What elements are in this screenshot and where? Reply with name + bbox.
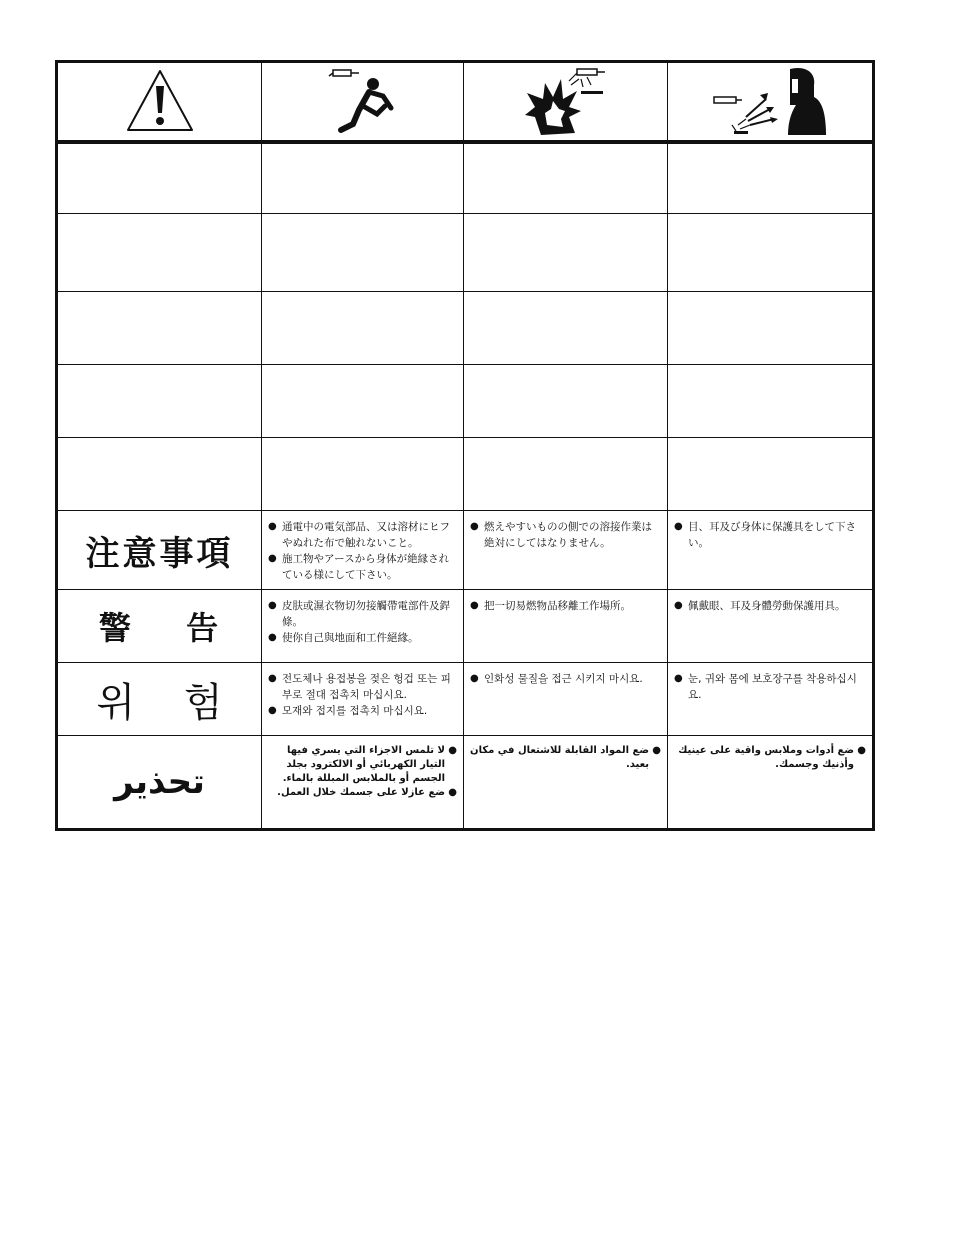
explosion-icon-cell (464, 62, 668, 142)
blank-cell (262, 365, 464, 438)
welding-icon-cell (668, 62, 874, 142)
arabic-fire-cell (464, 736, 668, 830)
list-item (470, 671, 661, 687)
blank-row (57, 142, 874, 214)
list-item-text: 皮肤或濕衣物切勿接觸帶電部件及銲條。 (282, 600, 450, 628)
list-item (268, 703, 457, 719)
bullet-icon: ● (674, 600, 683, 611)
list-item (470, 744, 661, 772)
list-item-text: لا تلمس الاجزاء التي يسري فيها التيار الكهربائي أو الالكترود بجلد الجسم أو بالملابس المبللة بالماء. (282, 745, 445, 784)
list-item-text: 전도체나 용접봉을 젖은 헝겁 또는 피부로 절대 접촉치 마십시요. (282, 673, 451, 701)
icon-row (57, 62, 874, 142)
japanese-shock-cell (262, 511, 464, 590)
bullet-list (668, 511, 872, 557)
bullet-icon: ● (448, 745, 457, 756)
list-item (268, 519, 457, 551)
bullet-list (464, 511, 667, 557)
blank-cell (464, 365, 668, 438)
bullet-icon: ● (268, 705, 277, 716)
japanese-fire-cell (464, 511, 668, 590)
list-item (268, 786, 457, 800)
bullet-icon: ● (674, 673, 683, 684)
blank-cell (668, 292, 874, 365)
bullet-list (262, 663, 463, 725)
list-item-text: 目、耳及び身体に保護具をして下さい。 (688, 521, 856, 549)
blank-cell (57, 292, 262, 365)
blank-cell (464, 142, 668, 214)
list-item (268, 551, 457, 583)
warning-triangle-icon (125, 68, 195, 134)
korean-label: 위 험 (57, 663, 262, 736)
list-item-text: 施工物やアースから身体が絶縁されている様にして下さい。 (282, 553, 450, 581)
list-item (674, 744, 866, 772)
explosion-fire-icon (521, 65, 611, 137)
bullet-list (262, 736, 463, 806)
list-item-text: 使你自己與地面和工件絕緣。 (282, 632, 419, 644)
list-item (268, 630, 457, 646)
list-item (268, 671, 457, 703)
bullet-icon: ● (674, 521, 683, 532)
chinese-shock-cell (262, 590, 464, 663)
list-item-text: 燃えやすいものの側での溶接作業は絶対にしてはなりません。 (484, 521, 652, 549)
blank-cell (464, 214, 668, 292)
bullet-icon: ● (857, 745, 866, 756)
korean-protect-cell (668, 663, 874, 736)
arabic-shock-cell (262, 736, 464, 830)
blank-cell (668, 365, 874, 438)
korean-fire-cell (464, 663, 668, 736)
blank-cell (668, 142, 874, 214)
warning-icon-cell (57, 62, 262, 142)
blank-row (57, 214, 874, 292)
list-item-text: ضع المواد القابلة للاشتعال في مكان بعيد. (470, 745, 649, 770)
blank-cell (57, 438, 262, 511)
list-item-text: ضع أدوات وملابس واقية على عينيك وأذنيك وجسمك. (678, 745, 854, 770)
bullet-list (668, 736, 872, 778)
blank-cell (262, 142, 464, 214)
bullet-icon: ● (268, 553, 277, 564)
bullet-icon: ● (470, 600, 479, 611)
blank-cell (262, 438, 464, 511)
bullet-icon: ● (652, 745, 661, 756)
list-item-text: 通電中の電気部品、又は溶材にヒフやぬれた布で触れないこと。 (282, 521, 450, 549)
list-item-text: 佩戴眼、耳及身體勞動保護用具。 (688, 600, 846, 612)
list-item (268, 598, 457, 630)
bullet-icon: ● (448, 787, 457, 798)
blank-cell (464, 292, 668, 365)
bullet-icon: ● (268, 600, 277, 611)
blank-cell (57, 365, 262, 438)
bullet-list (464, 590, 667, 620)
shock-icon-cell (262, 62, 464, 142)
welding-helmet-rays-icon (710, 65, 830, 137)
list-item-text: 눈, 귀와 몸에 보호장구를 착용하십시요. (688, 673, 857, 701)
blank-cell (57, 142, 262, 214)
list-item-text: 把一切易燃物品移離工作場所。 (484, 600, 631, 612)
bullet-icon: ● (470, 673, 479, 684)
bullet-icon: ● (268, 521, 277, 532)
list-item (268, 744, 457, 786)
korean-shock-cell (262, 663, 464, 736)
list-item (470, 598, 661, 614)
bullet-icon: ● (268, 632, 277, 643)
multilingual-warning-table (55, 60, 875, 831)
list-item (674, 598, 866, 614)
bullet-list (262, 590, 463, 652)
blank-row (57, 365, 874, 438)
chinese-fire-cell (464, 590, 668, 663)
blank-cell (668, 214, 874, 292)
chinese-row (57, 590, 874, 663)
bullet-icon: ● (470, 521, 479, 532)
bullet-list (668, 663, 872, 709)
blank-cell (57, 214, 262, 292)
arabic-protect-cell (668, 736, 874, 830)
japanese-label: 注意事項 (57, 511, 262, 590)
list-item-text: 모재와 접지를 접촉치 마십시요. (282, 705, 428, 717)
blank-row (57, 292, 874, 365)
blank-row (57, 438, 874, 511)
bullet-list (262, 511, 463, 589)
bullet-list (668, 590, 872, 620)
bullet-list (464, 736, 667, 778)
japanese-protect-cell (668, 511, 874, 590)
list-item-text: ضع عازلا على جسمك خلال العمل. (277, 787, 445, 798)
bullet-list (464, 663, 667, 693)
arabic-row (57, 736, 874, 830)
list-item-text: 인화성 물질을 접근 시키지 마시요. (484, 673, 643, 685)
chinese-protect-cell (668, 590, 874, 663)
bullet-icon: ● (268, 673, 277, 684)
electric-shock-icon (323, 66, 403, 136)
arabic-label: تحذير (57, 736, 262, 830)
blank-cell (464, 438, 668, 511)
blank-cell (668, 438, 874, 511)
list-item (674, 519, 866, 551)
blank-cell (262, 292, 464, 365)
list-item (470, 519, 661, 551)
chinese-label: 警 告 (57, 590, 262, 663)
japanese-row (57, 511, 874, 590)
korean-row (57, 663, 874, 736)
blank-cell (262, 214, 464, 292)
list-item (674, 671, 866, 703)
